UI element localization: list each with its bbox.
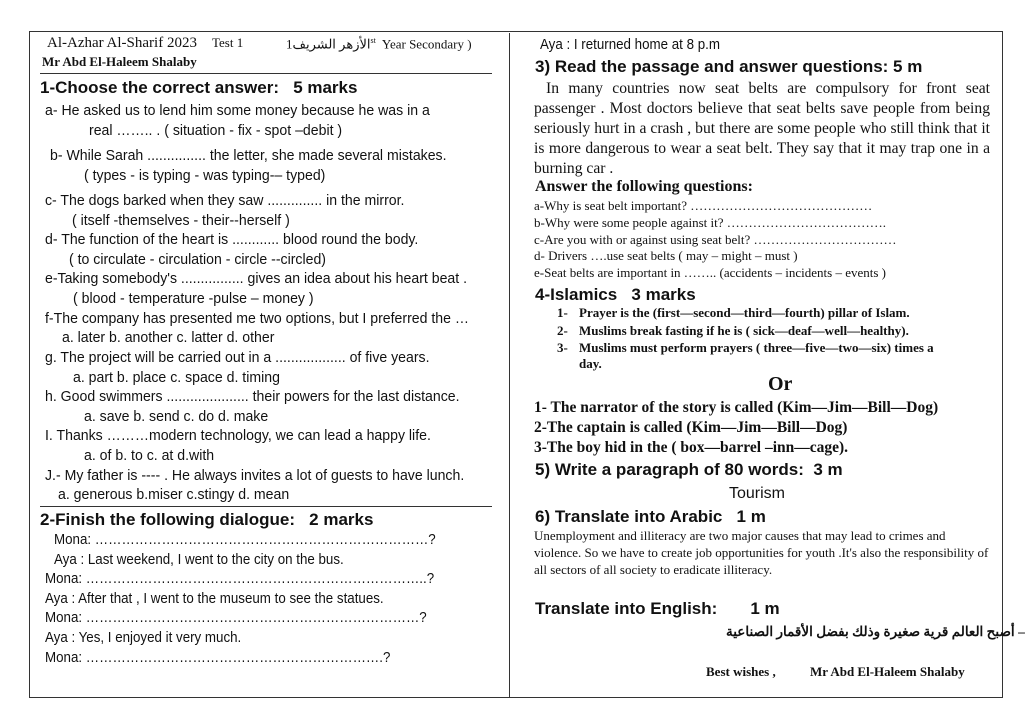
question-b-options: ( types - is typing - was typing-– typed)	[84, 167, 326, 184]
question-e-options: ( blood - temperature -pulse – money )	[73, 290, 314, 307]
section6-heading	[535, 507, 766, 527]
question-i-options: a. of b. to c. at d.with	[84, 447, 215, 464]
header-rule	[40, 73, 492, 74]
islamics-num-3: 3-	[557, 340, 568, 355]
translate-english-heading	[535, 599, 780, 619]
school-title	[47, 35, 243, 52]
section1-heading	[40, 78, 357, 98]
section2-title: 2-Finish the following dialogue:	[40, 510, 295, 529]
arabic-school-name: الأزهر الشريف	[292, 36, 371, 52]
or-label: Or	[768, 373, 793, 395]
year-suffix: st	[370, 36, 376, 45]
question-d: d- The function of the heart is ............ blood round the body.	[45, 231, 419, 248]
question-j-options: a. generous b.miser c.stingy d. mean	[58, 486, 290, 503]
story-question-2: 2-The captain is called (Kim—Jim—Bill—Dog)	[534, 419, 848, 436]
question-d-options: ( to circulate - circulation - circle --circled)	[69, 251, 326, 268]
dialogue-line-8: Aya : I returned home at 8 p.m	[540, 37, 720, 53]
translate-english-title: Translate into English:	[535, 599, 718, 618]
translation-passage: Unemployment and illiteracy are two major causes that may lead to crimes and violence. So we have to create job opportunities for youth .It's also the responsibility of all sectors of all society to eradicate illiteracy.	[534, 528, 989, 577]
story-question-3: 3-The boy hid in the ( box—barrel –inn—cage).	[534, 439, 849, 456]
section1-title: 1-Choose the correct answer:	[40, 78, 280, 97]
section4-marks: 3 marks	[631, 285, 696, 304]
dialogue-line-2: Aya : Last weekend, I went to the city on the bus.	[54, 552, 344, 568]
dialogue-line-1: Mona: …………………………………………………………………?	[54, 532, 436, 548]
year-number: 1	[286, 36, 293, 52]
dialogue-line-4: Aya : After that , I went to the museum to see the statues.	[45, 591, 384, 607]
islamics-num-1: 1-	[557, 305, 568, 320]
teacher-name: Mr Abd El-Haleem Shalaby	[42, 54, 197, 69]
translate-english-marks: 1 m	[750, 599, 780, 618]
question-3d: d- Drivers ….use seat belts ( may – might – must )	[534, 248, 798, 263]
paragraph-topic: Tourism	[729, 485, 786, 502]
question-c: c- The dogs barked when they saw .............. in the mirror.	[45, 192, 405, 209]
dialogue-line-7: Mona: ………………………………………………………….?	[45, 650, 391, 666]
question-a: a- He asked us to lend him some money because he was in a	[45, 102, 430, 119]
question-g-options: a. part b. place c. space d. timing	[73, 369, 280, 386]
section2-heading	[40, 510, 373, 530]
question-g: g. The project will be carried out in a .................. of five years.	[45, 349, 430, 366]
islamics-question-3-cont: day.	[579, 356, 602, 371]
dialogue-line-3: Mona: …………………………………………………………………..?	[45, 571, 435, 587]
section4-title: 4-Islamics	[535, 285, 618, 304]
question-j: J.- My father is ---- . He always invites a lot of guests to have lunch.	[45, 467, 465, 484]
dialogue-line-5: Mona: …………………………………………………………………?	[45, 610, 427, 626]
islamics-question-2: Muslims break fasting if he is ( sick—deaf—well—healthy).	[579, 323, 909, 338]
section6-marks: 1 m	[736, 507, 766, 526]
dialogue-line-6: Aya : Yes, I enjoyed it very much.	[45, 630, 242, 646]
question-3c: c-Are you with or against using seat belt? ……………………………	[534, 232, 897, 247]
arabic-sentence: – أصبح العالم قرية صغيرة وذلك بفضل الأقمار الصناعية	[726, 624, 1025, 639]
school-name: Al-Azhar Al-Sharif 2023	[47, 35, 197, 51]
question-3b: b-Why were some people against it? ……………………………….	[534, 215, 887, 230]
section5-marks: 3 m	[813, 460, 843, 479]
question-e: e-Taking somebody's ................ gives an idea about his heart beat .	[45, 270, 468, 287]
question-i: I. Thanks ………modern technology, we can lead a happy life.	[45, 427, 431, 444]
section5-heading	[535, 460, 843, 480]
question-c-options: ( itself -themselves - their--herself )	[72, 212, 290, 229]
section5-title: 5) Write a paragraph of 80 words:	[535, 460, 804, 479]
question-a-options: real …….. . ( situation - fix - spot –debit )	[89, 122, 343, 139]
islamics-num-2: 2-	[557, 323, 568, 338]
question-h: h. Good swimmers ..................... their powers for the last distance.	[45, 388, 460, 405]
question-b: b- While Sarah ............... the letter, she made several mistakes.	[50, 147, 447, 164]
year-line	[286, 36, 472, 52]
islamics-question-1: Prayer is the (first—second—third—fourth) pillar of Islam.	[579, 305, 910, 320]
year-text: Year Secondary )	[381, 36, 472, 52]
story-question-1: 1- The narrator of the story is called (Kim—Jim—Bill—Dog)	[534, 399, 939, 416]
test-name: Test 1	[211, 35, 244, 50]
section1-marks: 5 marks	[293, 78, 358, 97]
question-f: f-The company has presented me two options, but I preferred the …	[45, 310, 470, 327]
question-f-options: a. later b. another c. latter d. other	[62, 329, 275, 346]
section1-rule	[40, 506, 492, 507]
question-3a: a-Why is seat belt important? ……………………………………	[534, 198, 873, 213]
section6-title: 6) Translate into Arabic	[535, 507, 723, 526]
section2-marks: 2 marks	[309, 510, 374, 529]
question-h-options: a. save b. send c. do d. make	[84, 408, 269, 425]
footer-teacher: Mr Abd El-Haleem Shalaby	[810, 664, 965, 679]
reading-passage: In many countries now seat belts are compulsory for front seat passenger . Most doctors believe that seat belts save people from being seriously hurt in a crash , but there are some people who still think that it is more dangerous to wear a seat belt. They say that it may trap one in a burning car .	[534, 80, 990, 177]
column-divider	[509, 33, 510, 697]
best-wishes: Best wishes ,	[706, 664, 776, 679]
answer-heading: Answer the following questions:	[535, 178, 753, 195]
question-3e: e-Seat belts are important in …….. (accidents – incidents – events )	[534, 265, 886, 280]
section4-heading	[535, 285, 696, 305]
section3-title: 3) Read the passage and answer questions: 5 m	[535, 57, 923, 76]
islamics-question-3: Muslims must perform prayers ( three—five—two—six) times a	[579, 340, 934, 355]
